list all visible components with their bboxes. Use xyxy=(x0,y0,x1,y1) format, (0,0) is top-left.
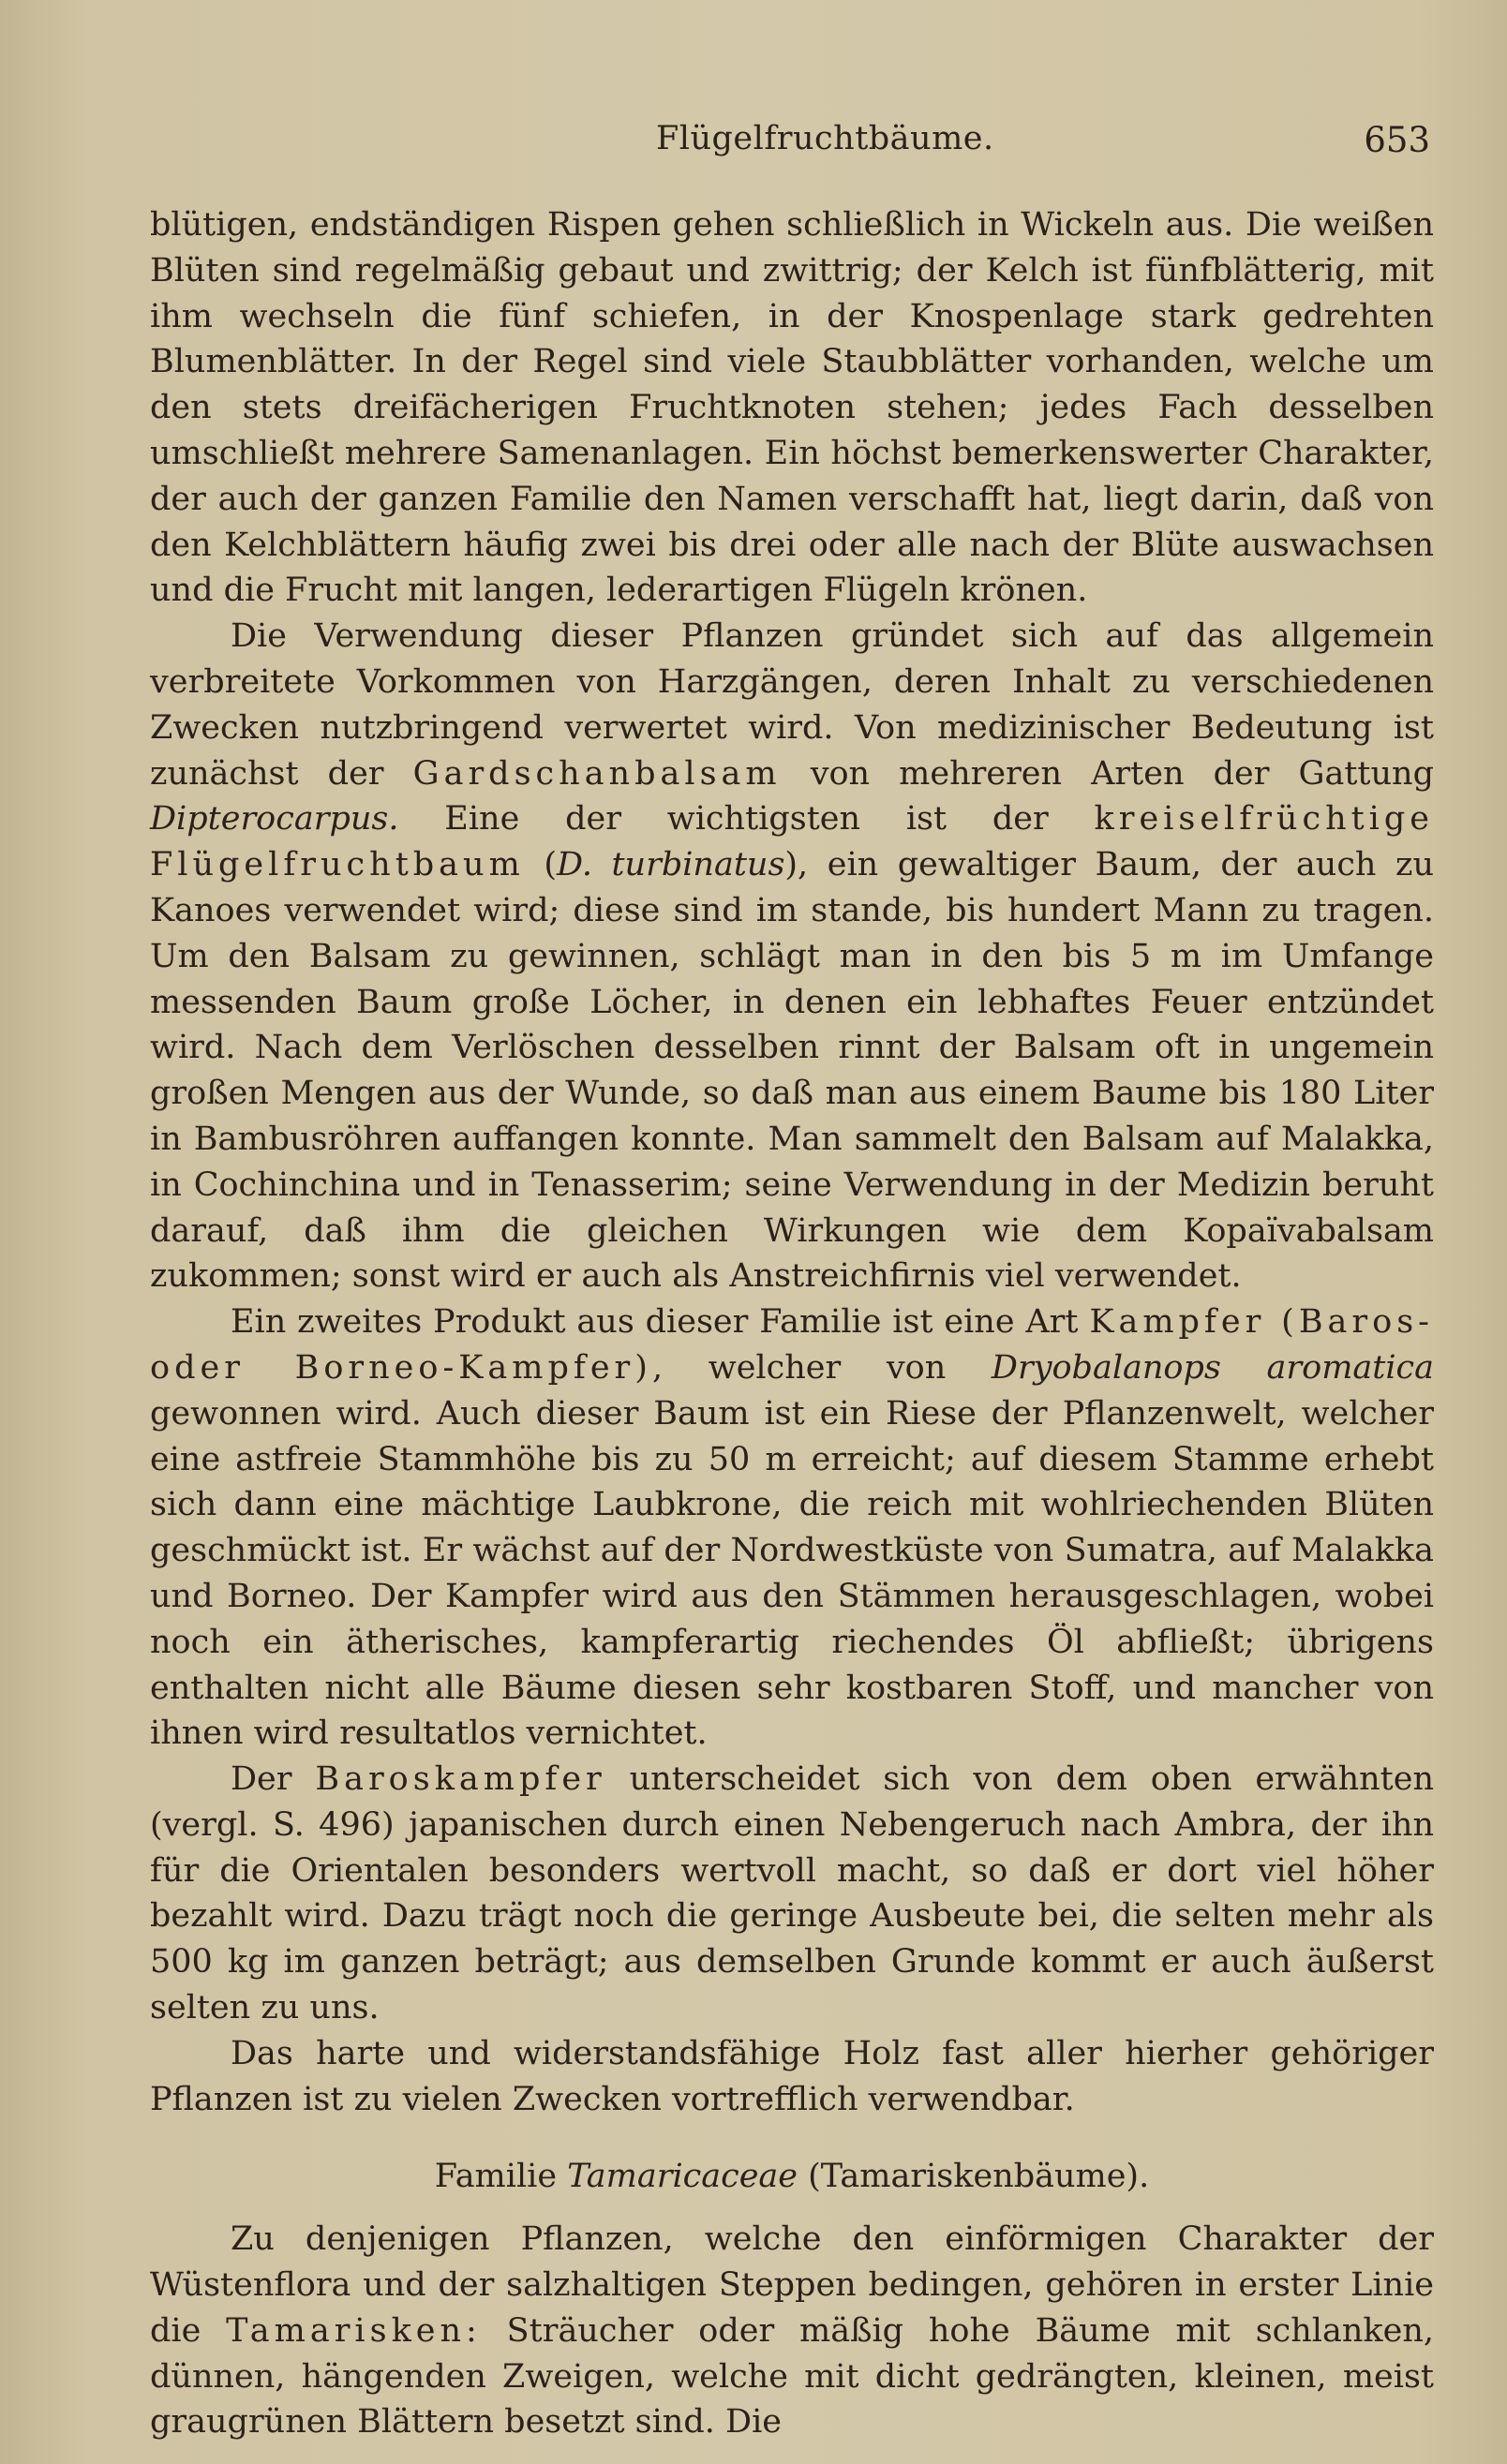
page-header xyxy=(150,120,1430,172)
paragraph-6 xyxy=(150,2217,1434,2445)
text-run: gewonnen wird. Auch dieser Baum ist ein Riese der Pflanzenwelt, welcher eine astfreie Stammhöhe bis zu 50 m erreicht; auf diesem Stamme erhebt sich dann eine mächtige Laubkrone, die reich mit wohlriechenden Blüten geschmückt ist. Er wächst auf der Nordwestküste von Sumatra, auf Malakka und Borneo. Der Kampfer wird aus den Stämmen herausgeschlagen, wobei noch ein ätherisches, kampferartig riechendes Öl abfließt; übrigens enthalten nicht alle Bäume diesen sehr kostbaren Stoff, und mancher von ihnen wird resultatlos vernichtet. xyxy=(150,1394,1434,1753)
paragraph-4 xyxy=(150,1757,1434,2031)
latin-name-dryobalanops: Dryobalanops aromatica xyxy=(991,1348,1434,1387)
paragraph-3 xyxy=(150,1299,1434,1757)
text-run: Eine der wichtigsten ist der xyxy=(398,800,1095,839)
page-number: 653 xyxy=(1364,120,1430,160)
text-run: Der xyxy=(231,1760,316,1799)
section-latin-name: Tamaricaceae xyxy=(567,2158,798,2196)
term-tamarisken: Tamarisken: xyxy=(226,2311,482,2350)
text-run: , welcher von xyxy=(651,1348,992,1387)
term-baroskampfer: Baroskampfer xyxy=(315,1760,606,1799)
text-run: ( xyxy=(524,846,557,884)
text-run: Zu denjenigen Pflanzen, welche den einförmigen Charakter der Wüstenflora und der salzhaltigen Steppen bedingen, gehören in erster Linie die xyxy=(150,2220,1434,2350)
text-run: unterscheidet sich von dem oben erwähnten (vergl. S. 496) japanischen durch einen Nebengeruch nach Ambra, der ihn für die Orientalen besonders wertvoll macht, so daß er dort viel höher bezahlt wird. Dazu trägt noch die geringe Ausbeute bei, die selten mehr als 500 kg im ganzen beträgt; aus demselben Grunde kommt er auch äußerst selten zu uns. xyxy=(150,1760,1434,2027)
section-heading xyxy=(150,2154,1434,2200)
term-kampfer: Kampfer (Baros- oder Borneo-Kampfer) xyxy=(150,1303,1434,1387)
latin-name-turbinatus: D. turbinatus xyxy=(557,846,785,884)
running-title: Flügelfruchtbäume. xyxy=(656,120,994,157)
text-run: Ein zweites Produkt aus dieser Familie ist eine Art xyxy=(231,1303,1090,1342)
term-gardschanbalsam: Gardschanbalsam xyxy=(412,754,782,793)
text-run: von mehreren Arten der Gattung xyxy=(781,754,1434,793)
text-run: ), ein gewaltiger Baum, der auch zu Kanoes verwendet wird; diese sind im stande, bis hundert Mann zu tragen. Um den Balsam zu gewinnen, schlägt man in den bis 5 m im Umfange messenden Baum große Löcher, in denen ein lebhaftes Feuer entzündet wird. Nach dem Verlöschen desselben rinnt der Balsam oft in ungemein großen Mengen aus der Wunde, so daß man aus einem Baume bis 180 Liter in Bambusröhren auffangen konnte. Man sammelt den Balsam auf Malakka, in Cochinchina und in Tenasserim; seine Verwendung in der Medizin beruht darauf, daß ihm die gleichen Wirkungen wie dem Kopaïvabalsam zukommen; sonst wird er auch als Anstreichfirnis viel verwendet. xyxy=(150,846,1434,1296)
text-run: Sträucher oder mäßig hohe Bäume mit schlanken, dünnen, hängenden Zweigen, welche mit dicht gedrängten, kleinen, meist graugrünen Blättern besetzt sind. Die xyxy=(150,2311,1434,2442)
paragraph-2 xyxy=(150,614,1434,1299)
paragraph-1: blütigen, endständigen Rispen gehen schließlich in Wickeln aus. Die weißen Blüten sind regelmäßig gebaut und zwittrig; der Kelch ist fünfblätterig, mit ihm wechseln die fünf schiefen, in der Knospenlage stark gedrehten Blumenblätter. In der Regel sind viele Staubblätter vorhanden, welche um den stets dreifächerigen Fruchtknoten stehen; jedes Fach desselben umschließt mehrere Samenanlagen. Ein höchst bemerkenswerter Charakter, der auch der ganzen Familie den Namen verschafft hat, liegt darin, daß von den Kelchblättern häufig zwei bis drei oder alle nach der Blüte auswachsen und die Frucht mit langen, lederartigen Flügeln krönen. xyxy=(150,206,1434,610)
paragraph-5: Das harte und widerstandsfähige Holz fast aller hierher gehöriger Pflanzen ist zu vielen Zwecken vortrefflich verwendbar. xyxy=(150,2034,1434,2118)
latin-name-dipterocarpus: Dipterocarpus. xyxy=(150,800,399,839)
text-run: Die Verwendung dieser Pflanzen gründet sich auf das allgemein verbreitete Vorkommen von Harzgängen, deren Inhalt zu verschiedenen Zwecken nutzbringend verwertet wird. Von medizinischer Bedeutung ist zunächst der xyxy=(150,617,1434,793)
section-suffix: (Tamariskenbäume). xyxy=(798,2158,1150,2196)
page-body xyxy=(150,202,1434,2445)
term-kreiselfruechtige: kreiselfrüchtige Flügelfruchtbaum xyxy=(150,800,1434,884)
section-prefix: Familie xyxy=(434,2158,568,2196)
